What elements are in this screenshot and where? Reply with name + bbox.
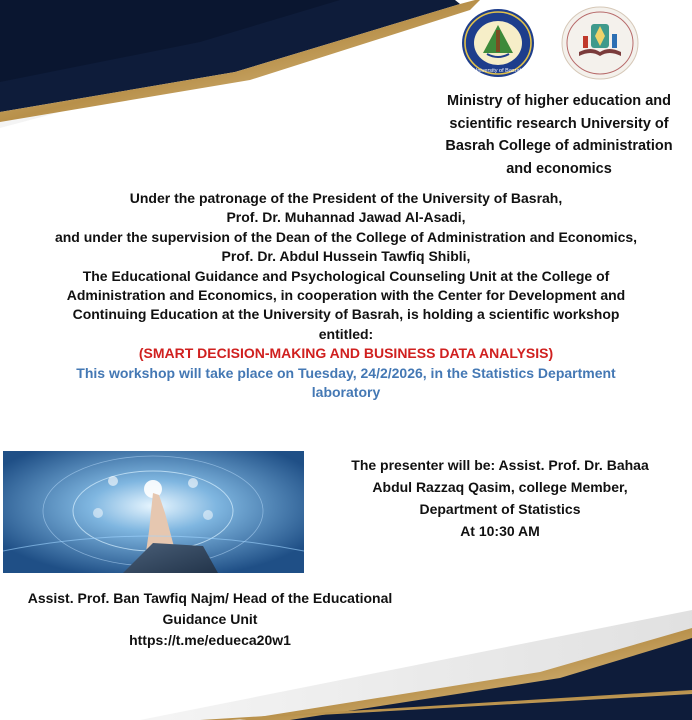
patronage-line: Administration and Economics, in cooperation with the Center for Development and [66, 287, 626, 304]
university-seal-logo [461, 8, 535, 78]
patronage-line: Prof. Dr. Muhannad Jawad Al-Asadi, [226, 209, 466, 226]
svg-text:University of Basrah: University of Basrah [473, 68, 523, 74]
telegram-link[interactable]: https://t.me/edueca20w1 [129, 632, 291, 648]
presenter-line: Department of Statistics [419, 501, 581, 517]
ministry-line: scientific research University of [449, 115, 669, 132]
workshop-date-line: This workshop will take place on Tuesday, 24/2/2026, in the Statistics Department [76, 364, 616, 381]
patronage-line: The Educational Guidance and Psychological Counseling Unit at the College of [82, 267, 610, 284]
announcement-body [0, 189, 692, 402]
patronage-line: entitled: [318, 325, 374, 342]
presenter-line: The presenter will be: Assist. Prof. Dr. Bahaa [351, 457, 649, 473]
patronage-line: Continuing Education at the University of Basrah, is holding a scientific workshop [72, 306, 620, 323]
college-seal-logo [561, 6, 639, 80]
ministry-line: Ministry of higher education and [447, 93, 671, 109]
presenter-time: At 10:30 AM [460, 523, 540, 539]
presenter-line: Abdul Razzaq Qasim, college Member, [372, 479, 628, 495]
ministry-heading [420, 90, 692, 180]
presenter-info [320, 454, 680, 542]
ministry-line: Basrah College of administration [445, 138, 673, 154]
patronage-line: and under the supervision of the Dean of the College of Administration and Economics, [54, 228, 638, 245]
patronage-line: Prof. Dr. Abdul Hussein Tawfiq Shibli, [221, 248, 471, 265]
signature-line: Guidance Unit [162, 611, 258, 627]
workshop-title: (SMART DECISION-MAKING AND BUSINESS DATA ANALYSIS) [138, 345, 554, 362]
patronage-line: Under the patronage of the President of the University of Basrah, [129, 190, 563, 206]
digital-hand-photo [3, 451, 304, 573]
signature-block [0, 588, 420, 651]
ministry-line: and economics [506, 160, 612, 177]
signature-line: Assist. Prof. Ban Tawfiq Najm/ Head of the Educational [27, 590, 393, 606]
workshop-date-line: laboratory [311, 384, 381, 401]
